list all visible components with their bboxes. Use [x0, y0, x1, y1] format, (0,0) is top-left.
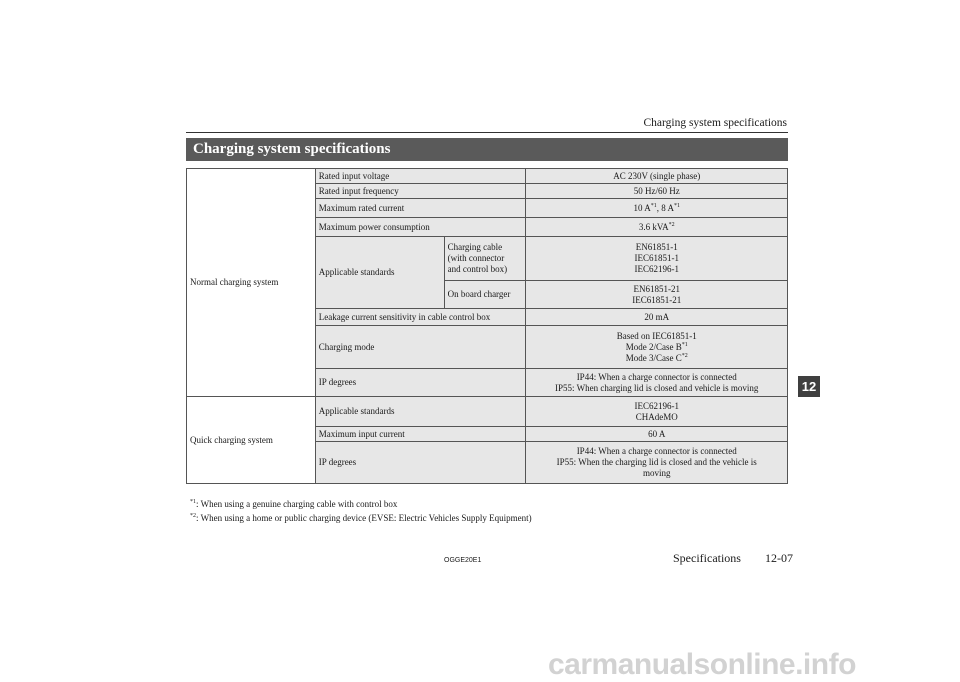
footnote-mark: *1	[674, 202, 680, 209]
spec-value	[526, 369, 788, 397]
table-row	[187, 397, 788, 427]
spec-value: 60 A	[526, 427, 788, 442]
value-line: EN61851-21	[633, 283, 680, 294]
spec-label: Leakage current sensitivity in cable control box	[315, 309, 526, 326]
value-line: CHAdeMO	[635, 411, 678, 422]
watermark: carmanualsonline.info	[548, 648, 856, 681]
spec-value	[526, 237, 788, 281]
value-line: Based on IEC61851-1	[616, 330, 697, 341]
spec-value	[526, 326, 788, 369]
header-rule	[186, 132, 788, 133]
spec-value	[526, 397, 788, 427]
value-line: IP55: When charging lid is closed and vehicle is moving	[555, 382, 759, 393]
spec-value	[526, 199, 788, 218]
spec-value: AC 230V (single phase)	[526, 169, 788, 184]
value-part: 10 A	[633, 202, 651, 213]
spec-label: Maximum input current	[315, 427, 526, 442]
footnote-mark: *1	[650, 202, 657, 209]
spec-value	[526, 442, 788, 484]
spec-label: Applicable standards	[315, 237, 444, 309]
spec-table	[186, 168, 788, 484]
value-line: EN61851-1	[635, 242, 678, 252]
spec-value	[526, 218, 788, 237]
value-part: 3.6 kVA	[638, 221, 669, 232]
value-line: IEC61851-1	[634, 253, 679, 263]
footnote	[190, 497, 532, 511]
normal-charging-label: Normal charging system	[187, 169, 316, 397]
value-line: Mode 2/Case B	[625, 341, 682, 352]
document-code: OGGE20E1	[444, 557, 482, 564]
value-line: Mode 3/Case C	[625, 352, 682, 363]
footer-section: Specifications	[673, 551, 741, 565]
running-header: Charging system specifications	[643, 117, 787, 129]
value-line: IEC61851-21	[632, 294, 682, 305]
footnote-text: : When using a genuine charging cable with control box	[196, 499, 398, 509]
value-line: moving	[642, 468, 671, 478]
value-line: IP44: When a charge connector is connected	[576, 446, 737, 456]
value-separator: ,	[656, 202, 662, 213]
label-line: (with connector	[447, 253, 505, 263]
standard-sub-label: On board charger	[444, 281, 526, 309]
footnote-mark: *2	[190, 513, 196, 519]
footnote-mark: *2	[668, 221, 675, 228]
section-title: Charging system specifications	[186, 138, 788, 161]
chapter-tab: 12	[798, 376, 820, 397]
spec-label: IP degrees	[315, 442, 526, 484]
value-line: IP55: When the charging lid is closed and the vehicle is	[556, 457, 757, 467]
footnotes	[190, 497, 532, 525]
footnote-text: : When using a home or public charging device (EVSE: Electric Vehicles Supply Equipment)	[196, 513, 532, 523]
label-line: and control box)	[447, 264, 508, 274]
page-footer	[673, 551, 793, 566]
value-line: IEC62196-1	[634, 264, 679, 274]
spec-label: Charging mode	[315, 326, 526, 369]
spec-value: 50 Hz/60 Hz	[526, 184, 788, 199]
value-part: 8 A	[661, 202, 674, 213]
spec-label: Maximum power consumption	[315, 218, 526, 237]
footnote-mark: *2	[681, 352, 688, 359]
page-number: 12-07	[764, 551, 793, 565]
standard-sub-label	[444, 237, 526, 281]
spec-label: Maximum rated current	[315, 199, 526, 218]
label-line: Charging cable	[447, 242, 503, 252]
table-row	[187, 169, 788, 184]
spec-label: Rated input frequency	[315, 184, 526, 199]
footnote	[190, 511, 532, 525]
value-line: IP44: When a charge connector is connected	[576, 371, 737, 382]
spec-label: IP degrees	[315, 369, 526, 397]
spec-label: Rated input voltage	[315, 169, 526, 184]
spec-label: Applicable standards	[315, 397, 526, 427]
footnote-mark: *1	[190, 499, 196, 505]
spec-value: 20 mA	[526, 309, 788, 326]
quick-charging-label: Quick charging system	[187, 397, 316, 484]
value-line: IEC62196-1	[634, 400, 679, 411]
footnote-mark: *1	[681, 341, 688, 348]
spec-value	[526, 281, 788, 309]
